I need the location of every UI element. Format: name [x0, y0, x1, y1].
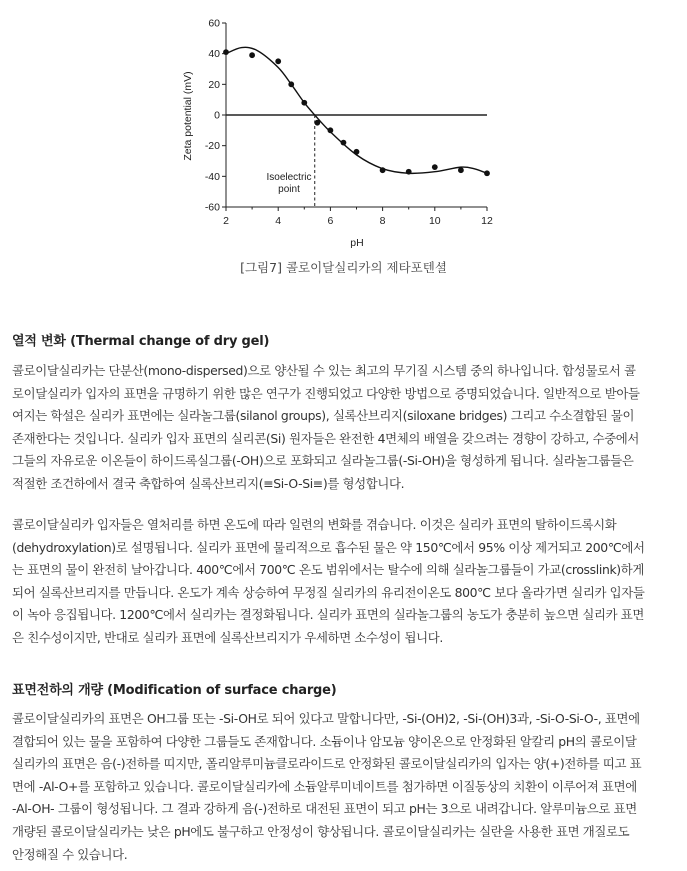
section-thermal-paragraph-2-wrap	[12, 514, 674, 650]
x-tick-label: 10	[428, 215, 441, 227]
x-tick-label: 6	[327, 215, 334, 227]
data-point	[380, 167, 386, 173]
thermal-paragraph-2: 콜로이달실리카 입자들은 열처리를 하면 온도에 따라 일련의 변화를 겪습니다. 이것은 실리카 표면의 탈하이드록시화 (dehydroxylation)로 설명됩니다. 실리카 표면에 물리적으로 흡수된 물은 약 150℃에서 95% 이상 제거되고 200℃에서 는 표면의 물이 완전히 날아갑니다. 400℃에서 700℃ 온도 범위에서는 탈수에 의해 실라놀그룹들이 가교(crosslink)하게 되어 실록산브리지를 만듭니다. 온도가 계속 상승하여 무정질 실리카의 유리전이온도 800℃ 보다 올라가면 실리카 입자들 이 녹아 응집됩니다. 1200℃에서 실리카는 결정화됩니다. 실리카 표면의 실라놀그룹의 농도가 충분히 높으면 실리카 표면 은 친수성이지만, 반대로 실리카 표면에 실록산브리지가 우세하면 소수성이 됩니다.	[12, 517, 645, 645]
data-point	[432, 164, 438, 170]
x-tick-label: 4	[275, 215, 282, 227]
data-point	[249, 52, 255, 58]
y-tick-label: -40	[204, 170, 220, 183]
section-title-thermal-change: 열적 변화 (Thermal change of dry gel)	[12, 334, 270, 349]
isoelectric-label-line1: Isoelectric	[266, 172, 312, 183]
y-tick-label: -60	[204, 201, 220, 214]
y-tick-label: 60	[208, 17, 220, 30]
x-axis-label: pH	[350, 237, 364, 249]
data-point	[341, 140, 347, 146]
thermal-paragraph-1: 콜로이달실리카는 단분산(mono-dispersed)으로 양산될 수 있는 최고의 무기질 시스템 중의 하나입니다. 합성물로서 콜 로이달실리카 입자의 표면을 규명하기 위한 많은 연구가 진행되었고 다양한 방법으로 증명되었습니다. 일반적으로 받아들 여지는 학설은 실리카 표면에는 실라놀그룹(silanol groups), 실록산브리지(siloxane bridges) 그리고 수소결합된 물이 존재한다는 것입니다. 실리카 입자 표면의 실리콘(Si) 원자들은 완전한 4면체의 배열을 갖으려는 경향이 강하고, 수중에서 그들의 자유로운 이온들이 하이드록실그룹(-OH)으로 포화되고 실라놀그룹(-Si-OH)을 형성하게 됩니다. 실라놀그룹들은 적절한 조건하에서 결국 축합하여 실록산브리지(≡Si-O-Si≡)를 형성합니다.	[12, 363, 640, 491]
y-tick-label: 40	[208, 48, 220, 61]
section-surface-charge-title-wrap	[12, 679, 674, 698]
y-axis-label: Zeta potential (mV)	[182, 71, 194, 161]
data-point	[275, 58, 281, 64]
data-point	[301, 100, 307, 106]
section-thermal-change-title-wrap	[12, 330, 674, 349]
surface-charge-paragraph: 콜로이달실리카의 표면은 OH그룹 또는 -Si-OH로 되어 있다고 말합니다만, -Si-(OH)2, -Si-(OH)3과, -Si-O-Si-O-, 표면에 결합되어 있는 물을 포함하여 다양한 그룹들도 존재합니다. 소듐이나 암모늄 양이온으로 안정화된 알칼리 pH의 콜로이달 실리카의 표면은 음(-)전하를 띠지만, 폴리알루미늄클로라이드로 안정화된 콜로이달실리카의 입자는 양(+)전하를 띠고 표 면에 -Al-O+를 포함하고 있습니다. 콜로이달실리카에 소듐알루미네이트를 첨가하면 이질동상의 치환이 이루어져 표면에 -Al-OH- 그룹이 형성됩니다. 그 결과 강하게 음(-)전하로 대전된 표면이 되고 pH는 3으로 내려갑니다. 알루미늄으로 표면 개량된 콜로이달실리카는 낮은 pH에도 불구하고 안정성이 향상됩니다. 콜로이달실리카는 실란을 사용한 표면 개질로도 안정해질 수 있습니다.	[12, 711, 642, 862]
data-point	[288, 81, 294, 87]
data-point	[314, 120, 320, 126]
y-tick-label: -20	[204, 140, 220, 153]
zeta-potential-chart	[0, 0, 687, 258]
data-point	[328, 127, 334, 133]
section-title-surface-charge: 표면전하의 개량 (Modification of surface charge)	[12, 683, 337, 698]
x-tick-label: 2	[223, 215, 229, 227]
isoelectric-label-line2: point	[278, 184, 300, 195]
figure-caption: [그림7] 콜로이달실리카의 제타포텐셜	[240, 260, 447, 275]
y-tick-label: 20	[208, 78, 220, 91]
section-thermal-paragraph-1-wrap	[12, 360, 674, 496]
y-tick-label: 0	[214, 109, 220, 122]
data-point	[484, 170, 490, 176]
data-point	[354, 149, 360, 155]
zeta-potential-figure	[0, 0, 687, 290]
data-point	[458, 167, 464, 173]
data-point	[406, 169, 412, 175]
section-surface-charge-paragraph-wrap	[12, 708, 674, 866]
data-point	[223, 49, 229, 55]
x-tick-label: 12	[481, 215, 493, 227]
x-tick-label: 8	[379, 215, 386, 227]
